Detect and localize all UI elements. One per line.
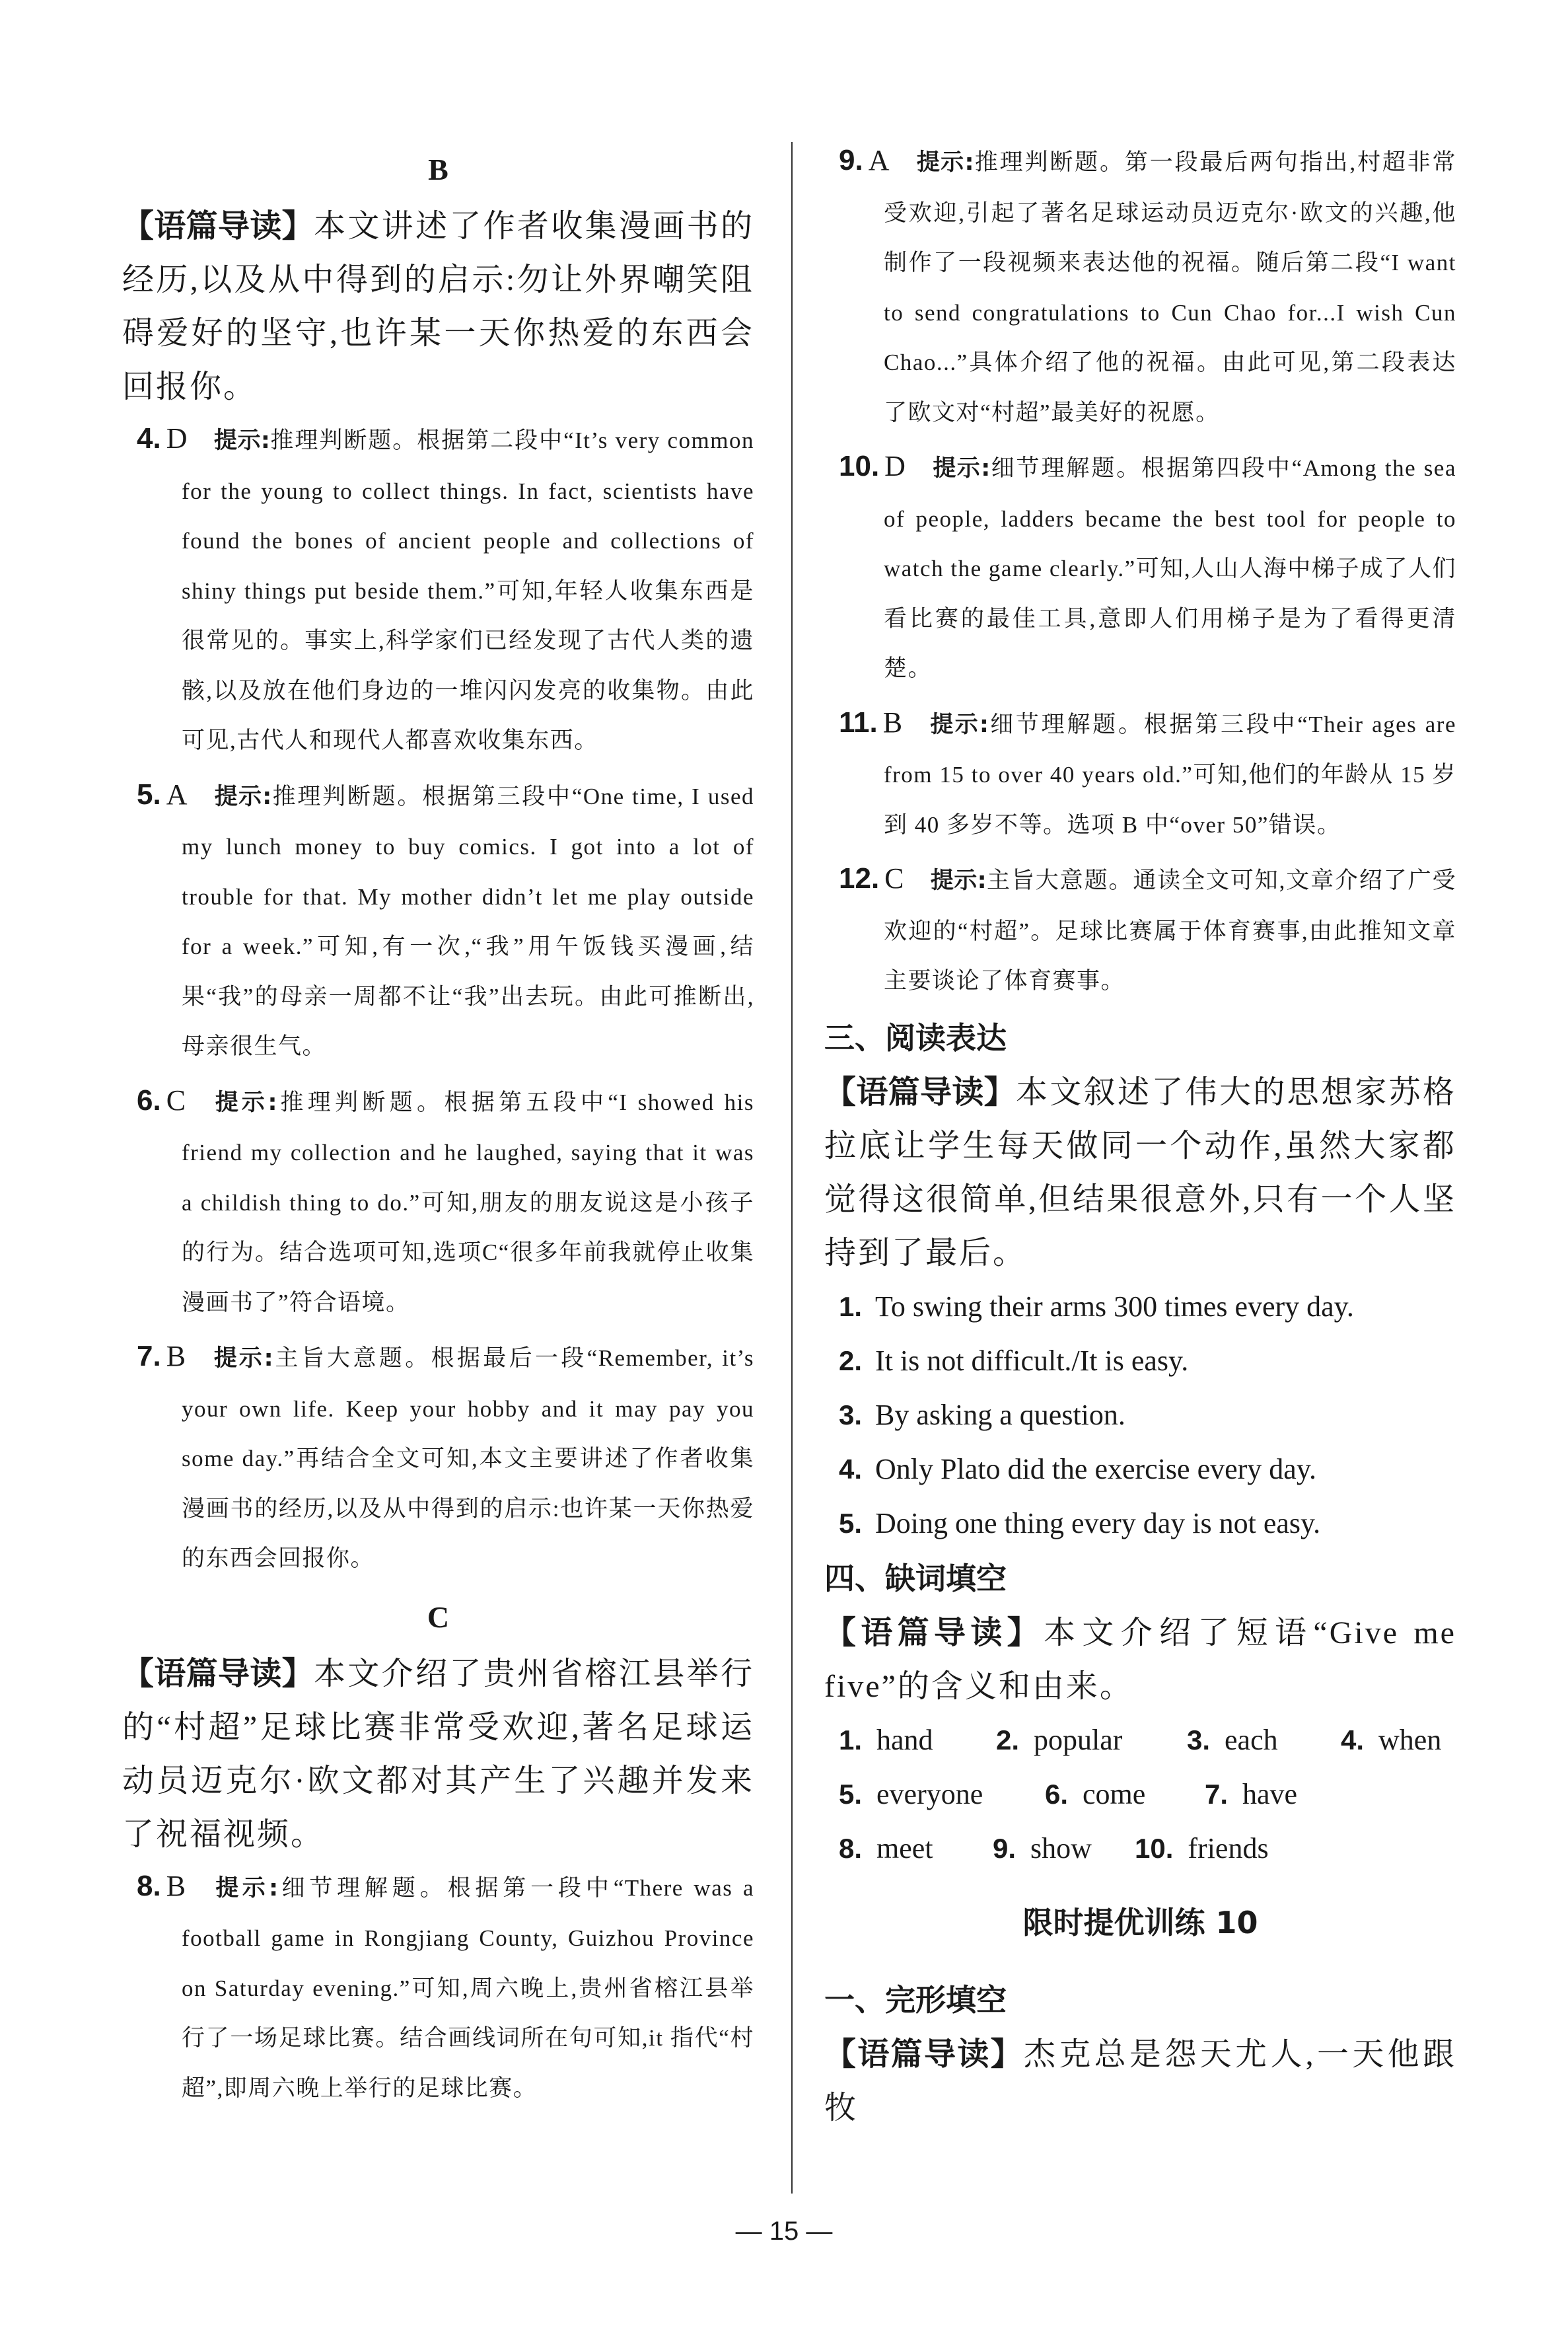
right-column [824, 135, 1456, 2135]
fill-answer-1 [839, 1713, 933, 1767]
fill-answer-7 [1205, 1767, 1297, 1822]
passage-c-heading: C [427, 1600, 450, 1634]
item-number: 12. [839, 862, 880, 895]
hint-label: 提示: [915, 149, 974, 176]
fill-answer-8 [839, 1822, 933, 1876]
answer-item-4 [122, 414, 754, 766]
fill-answer-2 [996, 1713, 1122, 1767]
answer-item-11 [824, 698, 1456, 850]
answer-item-9 [824, 135, 1456, 437]
item-number: 9. [993, 1832, 1016, 1864]
reading-answer-5 [824, 1496, 1456, 1551]
item-number: 5. [839, 1778, 863, 1810]
fill-answer-5 [839, 1767, 983, 1822]
item-number: 7. [137, 1340, 161, 1372]
answer-word: everyone [876, 1777, 983, 1810]
section-reading-expression-title: 三、阅读表达 [824, 1019, 1007, 1056]
answer-item-12 [824, 854, 1456, 1006]
hint-label: 提示: [930, 867, 987, 894]
item-number: 9. [839, 144, 863, 176]
training-title: 限时提优训练 10 [1022, 1904, 1258, 1940]
guide-tag: 【语篇导读】 [824, 1613, 1044, 1651]
section4-guide [824, 1606, 1456, 1713]
answer-word: show [1030, 1831, 1092, 1864]
section1-guide [824, 2028, 1456, 2135]
answer-word: have [1242, 1777, 1298, 1810]
fill-answer-3 [1187, 1713, 1278, 1767]
answer-word: hand [876, 1723, 933, 1756]
hint-text: 细节理解题。根据第三段中“Their ages are from 15 to over 40 years old.”可知,他们的年龄从 15 岁到 40 多岁不等。选项 B 中“over 50”错误。 [884, 711, 1457, 838]
guide-text: 本文叙述了伟大的思想家苏格拉底让学生每天做同一个动作,虽然大家都觉得这很简单,但结果很意外,只有一个人坚持到了最后。 [824, 1074, 1456, 1271]
item-answer: B [166, 1340, 186, 1372]
passage-c-guide [122, 1647, 754, 1861]
item-answer: D [166, 422, 188, 455]
answer-item-8 [122, 1861, 754, 2114]
item-answer: C [884, 862, 904, 895]
item-answer: D [884, 450, 906, 482]
hint-label: 提示: [931, 455, 991, 482]
answer-word: each [1225, 1723, 1278, 1756]
hint-text: 推理判断题。第一段最后两句指出,村超非常受欢迎,引起了著名足球运动员迈克尔·欧文的兴趣,他制作了一段视频来表达他的祝福。随后第二段“I want to send congratulations to Cun Chao for...I wish Cun Chao...”具体介绍了他的祝福。由此可见,第二段表达了欧文对“村超”最美好的祝愿。 [884, 149, 1456, 425]
fill-answer-4 [1341, 1713, 1441, 1767]
item-number: 6. [137, 1084, 161, 1117]
passage-b-heading: B [428, 153, 448, 186]
answer-item-7 [122, 1331, 754, 1584]
answer-word: friends [1188, 1831, 1269, 1864]
fill-answer-9 [993, 1822, 1092, 1876]
answer-item-6 [122, 1076, 754, 1328]
fill-answer-10 [1135, 1822, 1269, 1876]
hint-text: 主旨大意题。根据最后一段“Remember, it’s your own life. Keep your hobby and it may pay you some day.”再结合全文可知,本文主要讲述了作者收集漫画书的经历,以及从中得到的启示:也许某一天你热爱的东西会回报你。 [182, 1345, 755, 1571]
hint-label: 提示: [213, 427, 270, 454]
passage-b-guide [122, 200, 754, 414]
item-number: 3. [1187, 1724, 1211, 1755]
hint-label: 提示: [929, 711, 989, 738]
answer-word: popular [1034, 1723, 1123, 1756]
guide-text: 本文讲述了作者收集漫画书的经历,以及从中得到的启示:勿让外界嘲笑阻碍爱好的坚守,也许某一天你热爱的东西会回报你。 [122, 209, 754, 404]
answer-word: meet [876, 1831, 933, 1864]
item-answer: C [166, 1084, 186, 1117]
item-number: 11. [839, 706, 878, 739]
answer-text: By asking a question. [875, 1398, 1125, 1431]
item-number: 10. [839, 450, 880, 482]
guide-tag: 【语篇导读】 [122, 1654, 314, 1692]
answer-text: Doing one thing every day is not easy. [875, 1506, 1321, 1539]
item-number: 5. [137, 778, 161, 811]
answer-item-10 [824, 441, 1456, 694]
item-number: 1. [839, 1290, 863, 1322]
answer-text: To swing their arms 300 times every day. [875, 1290, 1354, 1323]
guide-tag: 【语篇导读】 [824, 2035, 1024, 2073]
hint-label: 提示: [212, 1345, 273, 1372]
hint-text: 推理判断题。根据第三段中“One time, I used my lunch money to buy comics. I got into a lot of trouble for that. My mother didn’t let me play outside for a week.”可知,有一次,“我”用午饭钱买漫画,结果“我”的母亲一周都不让“我”出去玩。由此可推断出,母亲很生气。 [182, 783, 754, 1059]
item-number: 1. [839, 1724, 863, 1755]
hint-label: 提示: [212, 1089, 277, 1116]
item-answer: A [166, 778, 188, 811]
reading-answer-2 [824, 1334, 1456, 1388]
fill-answers-row-2 [824, 1767, 1456, 1822]
item-number: 2. [839, 1345, 863, 1376]
item-answer: A [868, 144, 890, 176]
item-answer: B [166, 1869, 186, 1902]
hint-label: 提示: [213, 783, 272, 810]
item-number: 7. [1205, 1778, 1229, 1810]
hint-text: 细节理解题。根据第一段中“There was a football game in Rongjiang County, Guizhou Province on Saturday evening.”可知,周六晚上,贵州省榕江县举行了一场足球比赛。结合画线词所在句可知,it 指代“村超”,即周六晚上举行的足球比赛。 [182, 1874, 755, 2101]
fill-answer-6 [1045, 1767, 1145, 1822]
answer-word: come [1083, 1777, 1146, 1810]
hint-text: 推理判断题。根据第五段中“I showed his friend my collection and he laughed, saying that it was a childish thing to do.”可知,朋友的朋友说这是小孩子的行为。结合选项可知,选项C“很多年前我就停止收集漫画书了”符合语境。 [182, 1089, 755, 1315]
reading-answer-3 [824, 1388, 1456, 1442]
item-answer: B [882, 706, 903, 739]
guide-text: 本文介绍了贵州省榕江县举行的“村超”足球比赛非常受欢迎,著名足球运动员迈克尔·欧文都对其产生了兴趣并发来了祝福视频。 [122, 1656, 754, 1852]
hint-text: 细节理解题。根据第四段中“Among the sea of people, ladders became the best tool for people to watch the game clearly.”可知,人山人海中梯子成了人们看比赛的最佳工具,意即人们用梯子是为了看得更清楚。 [884, 455, 1456, 681]
guide-text: 本文介绍了短语“Give me five”的含义和由来。 [824, 1615, 1456, 1704]
page-number: — 15 — [735, 2217, 833, 2246]
answer-text: It is not difficult./It is easy. [875, 1344, 1189, 1377]
section-word-fill-title: 四、缺词填空 [824, 1560, 1007, 1596]
section3-guide [824, 1066, 1456, 1280]
reading-answer-1 [824, 1280, 1456, 1334]
answer-word: when [1378, 1723, 1442, 1756]
guide-tag: 【语篇导读】 [122, 207, 314, 244]
column-divider [791, 142, 793, 2194]
item-number: 5. [839, 1507, 863, 1539]
hint-text: 主旨大意题。通读全文可知,文章介绍了广受欢迎的“村超”。足球比赛属于体育赛事,由此推知文章主要谈论了体育赛事。 [884, 867, 1456, 994]
left-column [122, 140, 754, 2117]
guide-tag: 【语篇导读】 [824, 1073, 1016, 1111]
item-number: 6. [1045, 1778, 1069, 1810]
reading-answer-4 [824, 1442, 1456, 1496]
item-number: 3. [839, 1399, 863, 1430]
answer-text: Only Plato did the exercise every day. [875, 1452, 1316, 1485]
guide-text: 杰克总是怨天尤人,一天他跟牧 [824, 2036, 1456, 2125]
fill-answers-row-1 [824, 1713, 1456, 1767]
fill-answers-row-3 [824, 1822, 1456, 1876]
item-number: 4. [137, 422, 161, 455]
section-cloze-title: 一、完形填空 [824, 1981, 1007, 2018]
answer-item-5 [122, 770, 754, 1072]
item-number: 4. [1341, 1724, 1365, 1755]
item-number: 8. [839, 1832, 863, 1864]
hint-label: 提示: [212, 1874, 279, 1901]
item-number: 4. [839, 1453, 863, 1485]
item-number: 8. [137, 1869, 161, 1902]
item-number: 10. [1135, 1832, 1174, 1864]
hint-text: 推理判断题。根据第二段中“It’s very common for the young to collect things. In fact, scientists have found the bones of ancient people and collections of shiny things put beside them.”可知,年轻人收集东西是很常见的。事实上,科学家们已经发现了古代人类的遗骸,以及放在他们身边的一堆闪闪发亮的收集物。由此可见,古代人和现代人都喜欢收集东西。 [182, 427, 755, 753]
item-number: 2. [996, 1724, 1020, 1755]
